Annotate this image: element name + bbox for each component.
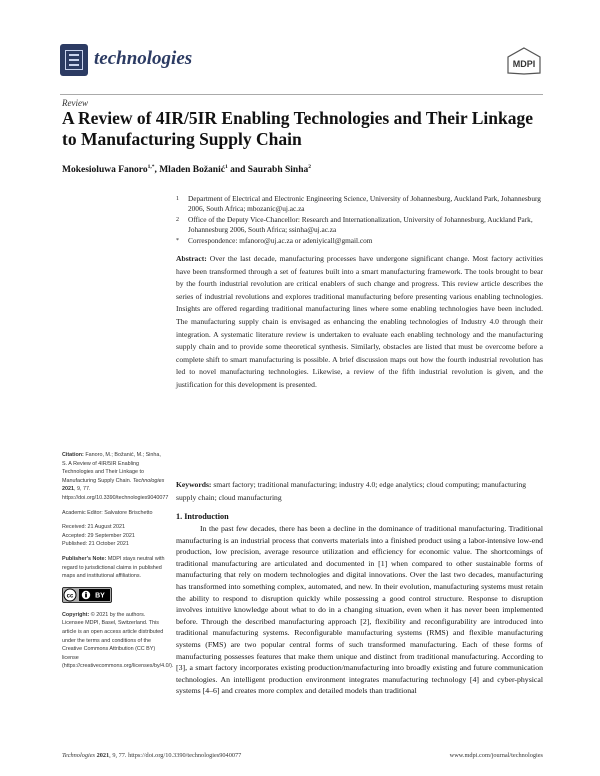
article-type: Review [62, 98, 88, 108]
keywords-label: Keywords: [176, 480, 212, 489]
author-list [62, 164, 311, 175]
footer-year: 2021 [96, 752, 110, 759]
header-divider [60, 94, 543, 95]
citation-journal: Technologies [132, 477, 165, 484]
copyright-block [62, 611, 174, 671]
author-separator: and [227, 165, 248, 176]
abstract-label: Abstract: [176, 254, 207, 263]
academic-editor-name: Salvatore Brischetto [104, 509, 153, 516]
footer-journal-url[interactable]: www.mdpi.com/journal/technologies [449, 752, 543, 759]
author-name[interactable]: Saurabh Sinha [247, 165, 309, 176]
mdpi-logo-text: MDPI [512, 59, 536, 69]
citation-doi-link[interactable]: https://doi.org/10.3390/technologies9040077 [62, 494, 169, 501]
journal-name: technologies [94, 48, 193, 69]
citation-year: 2021 [62, 486, 74, 493]
publisher-note-text: MDPI stays neutral with regard to jurisdictional claims in published maps and institutional affiliations. [62, 555, 165, 580]
correspondence-item [176, 236, 544, 246]
author-affil-marker: 1,* [147, 164, 155, 170]
keywords-text: smart factory; traditional manufacturing; industry 4.0; edge analytics; cloud computing; manufacturing supply chain; cloud manufacturing [176, 480, 527, 502]
copyright-text: © 2021 by the authors. Licensee MDPI, Basel, Switzerland. This article is an open access article distributed under the terms and conditions of the Creative Commons Attribution (CC BY) license (https://creativecommons.org/licenses/by/4.0/). [62, 611, 174, 670]
citation-label: Citation: [62, 452, 84, 458]
author-separator: , [154, 165, 160, 176]
footer-journal: Technologies [62, 752, 95, 759]
correspondence-text: Correspondence: mfanoro@uj.ac.za or adeniyicall@gmail.com [188, 235, 373, 245]
author-name[interactable]: Mladen Božanić [159, 165, 225, 176]
copyright-label: Copyright: [62, 611, 90, 618]
affiliation-number: 2 [176, 216, 179, 223]
paper-title: A Review of 4IR/5IR Enabling Technologies and Their Linkage to Manufacturing Supply Chain [62, 108, 533, 149]
svg-text:BY: BY [95, 592, 105, 600]
publisher-note-label: Publisher’s Note: [62, 555, 107, 562]
affiliation-item [176, 194, 544, 215]
abstract-text: Over the last decade, manufacturing processes have undergone significant change. Most factory activities have been transformed through a set of features built into a smart manufacturing framework. The tools brought to bear by the fourth industrial revolution are critical enablers of such change and progress. This review article describes the series of industrial revolutions and explores traditional manufacturing before presenting various enabling technologies. Insights are offered regarding traditional manufacturing lines where some enabling technologies have been included. The manufacturing supply chain is envisaged as enhancing the enabling technologies of Industry 4.0 through their integration. A systematic literature review is undertaken to evaluate each enabling technology and the manufacturing supply chain and to provide some theoretical synthesis. Similarly, obstacles are listed that must be overcome before a complete shift to smart manufacturing is possible. A brief discussion maps out how the fourth industrial revolution has led to novel manufacturing technologies. Likewise, a review of the fifth industrial revolution is given, and the justification for this development is presented. [176, 254, 544, 389]
affiliation-number: 1 [176, 196, 179, 202]
academic-editor-label: Academic Editor: [62, 509, 103, 516]
footer-doi[interactable]: , 9, 77. https://doi.org/10.3390/technologies9040077 [109, 752, 242, 759]
affiliation-text: Department of Electrical and Electronic Engineering Science, University of Johannesburg, Auckland Park, Johannesburg 2006, South Africa; mbozanic@uj.ac.za [188, 194, 541, 214]
affiliation-number: * [176, 237, 179, 244]
journal-logo-icon [60, 44, 88, 76]
citation-volume: , 9, 77. [74, 486, 91, 493]
mdpi-logo-icon [505, 46, 543, 76]
citation-block [62, 451, 167, 503]
affiliations [176, 194, 544, 246]
received-date: Received: 21 August 2021 [62, 524, 125, 531]
section-heading: 1. Introduction [176, 512, 229, 521]
introduction-paragraph: In the past few decades, there has been a decline in the dominance of traditional manufacturing. Traditional manufacturing is an industrial process that converts materials into a finished product using a labor-intensive low-end production, low precision, average resource utilization and efficiency for economic value. The shortcomings of traditional manufacturing are articulated and documented in [1] when compared to other sustainable forms of manufacturing that rely on modern technologies and digital innovations. Over the last two decades, manufacturing has transformed into something complex, automated, and new. In their evolution, manufacturing systems must retain the ability to respond to disruption quickly while possessing a good control structure. Response to disruption involves intuitive knowledge about what to do in a changing situation, even when it has never been implemented before. Through the described manufacturing approach [2], flexibility and reconfigurability are introduced into traditional manufacturing systems. Reconfigurable manufacturing systems (RMS) and flexible manufacturing systems (FMS) are two popular central forms of such transformed manufacturing. Each of these forms of manufacturing possesses features that make them unique and distinct from traditional manufacturing. According to [3], a smart factory incorporates existing production/manufacturing into broadly existing and future communication technologies. An intelligent production environment integrates manufacturing technology [4] and cyber-physical systems [4–6] and creates more complex and detailed models than traditional [176, 524, 543, 696]
published-date: Published: 21 October 2021 [62, 541, 129, 548]
article-info-sidebar [62, 451, 174, 677]
cc-by-license-icon[interactable] [62, 587, 112, 603]
footer-citation [62, 752, 241, 759]
author-name[interactable]: Mokesioluwa Fanoro [62, 165, 148, 176]
svg-text:cc: cc [66, 593, 74, 600]
academic-editor-block [62, 509, 167, 518]
citation-text: Fanoro, M.; Božanić, M.; Sinha, S. A Review of 4IR/5IR Enabling Technologies and Their Linkage to Manufacturing Supply Chain. [62, 452, 161, 484]
publisher-note-block [62, 555, 167, 581]
affiliation-item [176, 215, 544, 236]
author-affil-marker: 2 [308, 164, 311, 170]
accepted-date: Accepted: 29 September 2021 [62, 532, 135, 539]
keywords [176, 479, 543, 504]
author-affil-marker: 1 [224, 164, 228, 170]
affiliation-text: Office of the Deputy Vice-Chancellor: Research and Internationalization, University of Johannesburg, Auckland Park, Johannesburg 2006, South Africa; ssinha@uj.ac.za [188, 214, 533, 235]
dates-block [62, 523, 167, 549]
abstract [176, 253, 543, 392]
